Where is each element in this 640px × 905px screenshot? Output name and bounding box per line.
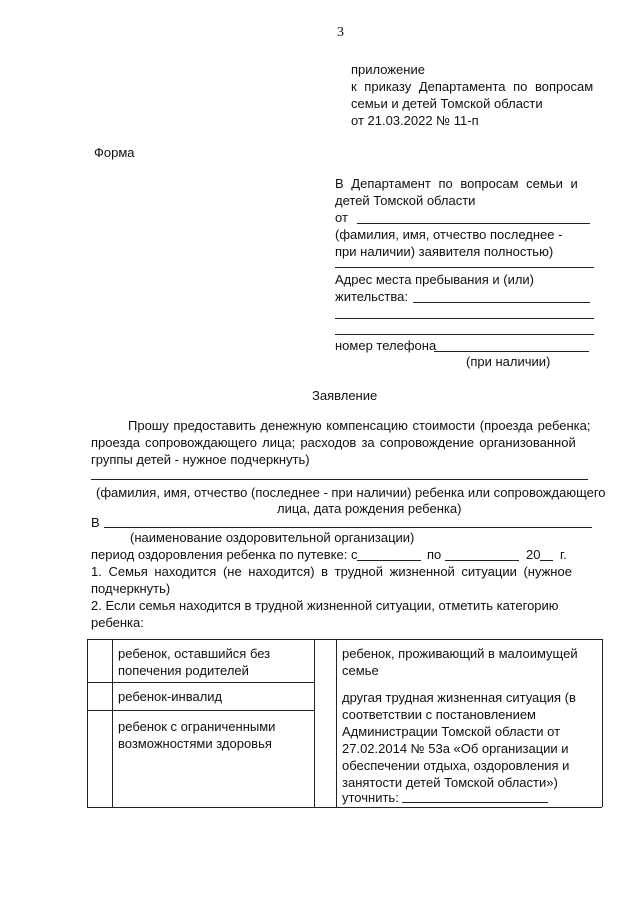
request-line: проезда сопровождающего лица; расходов за сопровождение организованной (91, 435, 576, 450)
category-limited-health: ребенок с ограниченными возможностями здоровья (118, 719, 276, 751)
specify-field[interactable] (402, 802, 548, 803)
phone-field[interactable] (434, 351, 589, 352)
period-to-field[interactable] (445, 560, 519, 561)
page-number: 3 (337, 25, 344, 40)
applicant-name-field[interactable] (357, 223, 590, 224)
field-hint: (фамилия, имя, отчество (последнее - при наличии) ребенка или сопровождающего (96, 485, 606, 500)
category-other-situation: другая трудная жизненная ситуация (в соответствии с постановлением Администрации Томской области от 27.02.2014 № 53а «Об организации и обеспечении отдыха, оздоровления и занятости детей Томской области») (342, 690, 576, 790)
addressee-line: В Департамент по вопросам семьи и (335, 176, 578, 191)
item-1-line: подчеркнуть) (91, 581, 171, 596)
address-label: Адрес места пребывания и (или) (335, 272, 535, 287)
item-1-line: 1. Семья находится (не находится) в трудной жизненной ситуации (нужное (91, 564, 572, 579)
period-year-field[interactable] (540, 560, 553, 561)
document-title: Заявление (312, 388, 378, 403)
address-label: жительства: (335, 289, 408, 304)
field-hint: при наличии) заявителя полностью) (335, 244, 554, 259)
category-no-parental-care: ребенок, оставшийся без попечения родителей (118, 646, 271, 678)
specify-label: уточнить: (342, 790, 399, 805)
field-hint: (при наличии) (466, 354, 551, 369)
field-hint: (наименование оздоровительной организации) (130, 530, 415, 545)
request-line: группы детей - нужное подчеркнуть) (91, 452, 310, 467)
request-line: Прошу предоставить денежную компенсацию стоимости (проезда ребенка; (128, 418, 591, 433)
category-low-income: ребенок, проживающий в малоимущей семье (342, 646, 578, 678)
field-hint: лица, дата рождения ребенка) (277, 501, 462, 516)
period-label: период оздоровления ребенка по путевке: с (91, 547, 358, 562)
child-name-field[interactable] (91, 479, 588, 480)
item-2-line: ребенка: (91, 615, 144, 630)
period-year-label: 20 (526, 547, 541, 562)
field-hint: (фамилия, имя, отчество последнее - (335, 227, 563, 242)
category-disabled-child: ребенок-инвалид (118, 689, 223, 704)
address-field[interactable] (413, 302, 590, 303)
organization-field[interactable] (104, 527, 592, 528)
from-label: от (335, 210, 348, 225)
appendix-line: приложение (351, 62, 425, 77)
in-label: В (91, 515, 100, 530)
appendix-line: к приказу Департамента по вопросам (351, 79, 594, 94)
checkbox-no-parental-care[interactable] (88, 640, 112, 682)
period-from-field[interactable] (357, 560, 421, 561)
item-2-line: 2. Если семья находится в трудной жизненной ситуации, отметить категорию (91, 598, 559, 613)
phone-label: номер телефона (335, 338, 437, 353)
period-to-label: по (427, 547, 442, 562)
checkbox-disabled-child[interactable] (88, 683, 112, 710)
appendix-date: от 21.03.2022 № 11-п (351, 113, 479, 128)
applicant-name-field-2[interactable] (335, 267, 594, 268)
form-label: Форма (94, 145, 135, 160)
address-field-3[interactable] (335, 334, 594, 335)
checkbox-low-income-other[interactable] (315, 640, 336, 807)
address-field-2[interactable] (335, 318, 594, 319)
addressee-line: детей Томской области (335, 193, 476, 208)
period-year-suffix: г. (560, 547, 567, 562)
checkbox-limited-health[interactable] (88, 711, 112, 807)
appendix-line: семьи и детей Томской области (351, 96, 543, 111)
